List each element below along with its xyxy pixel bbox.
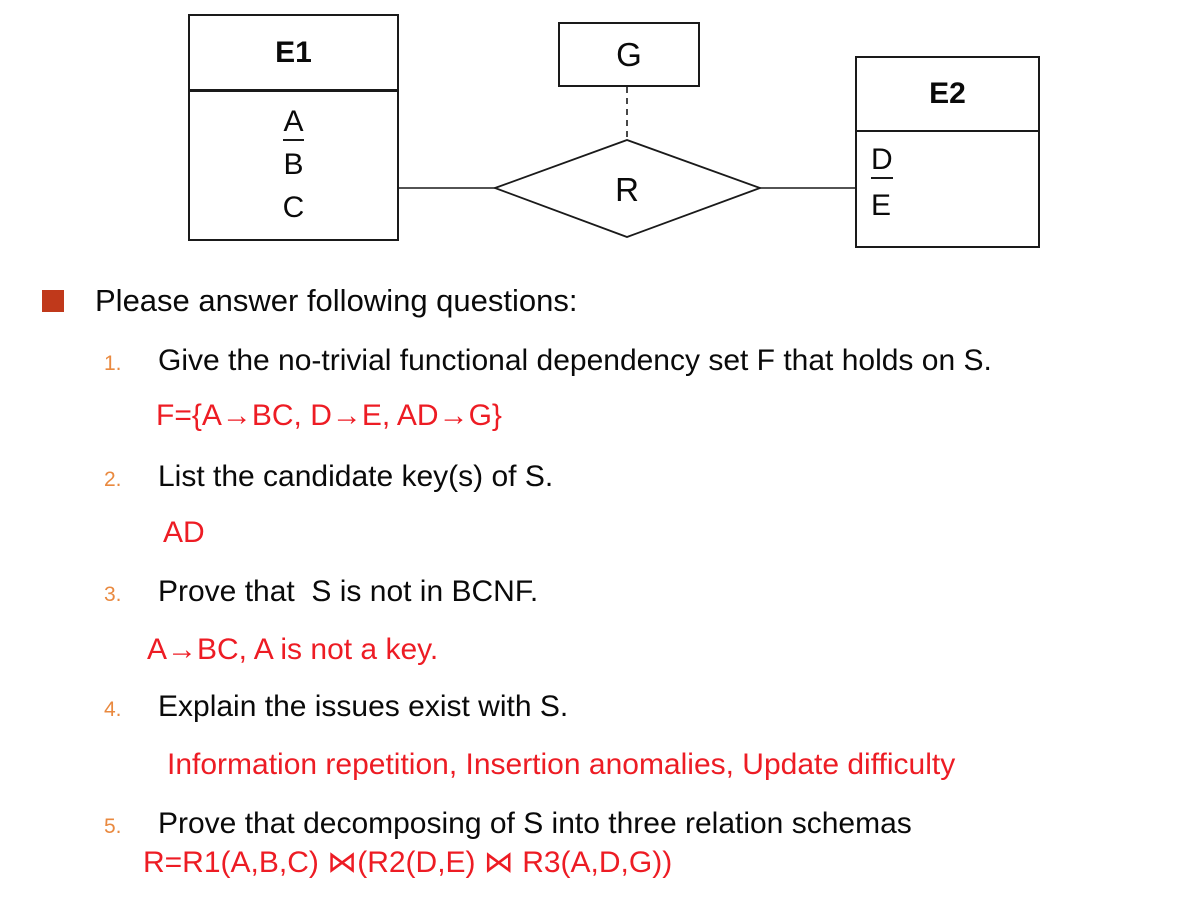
question-5-answer: R=R1(A,B,C) ⋈(R2(D,E) ⋈ R3(A,D,G)): [143, 846, 673, 879]
attribute-a: [190, 100, 397, 143]
question-4-answer: Information repetition, Insertion anomalies, Update difficulty: [167, 748, 956, 781]
question-1-number: 1.: [104, 352, 122, 375]
attribute-b: B: [283, 148, 304, 181]
question-2-text: List the candidate key(s) of S.: [158, 460, 554, 493]
relationship-r-label: R: [615, 171, 639, 208]
question-1-answer: F={A→BC, D→E, AD→G}: [156, 399, 502, 432]
question-3-text: Prove that S is not in BCNF.: [158, 575, 539, 608]
entity-e2-title: E2: [857, 58, 1038, 132]
attribute-d: [871, 137, 1038, 183]
entity-e2-attributes: [857, 132, 1038, 229]
question-5-text: Prove that decomposing of S into three relation schemas: [158, 807, 912, 840]
entity-e1: [188, 14, 399, 241]
question-2-number: 2.: [104, 468, 122, 491]
question-2-answer: AD: [163, 516, 205, 549]
question-3-number: 3.: [104, 583, 122, 606]
question-4-number: 4.: [104, 698, 122, 721]
question-1-text: Give the no-trivial functional dependency set F that holds on S.: [158, 344, 992, 377]
question-3-answer: A→BC, A is not a key.: [147, 633, 439, 666]
entity-e1-title: E1: [190, 16, 397, 92]
attribute-a-key-underline: A: [283, 106, 303, 141]
attribute-d-key-underline: D: [871, 144, 893, 179]
attribute-c: C: [282, 191, 305, 224]
entity-e1-attributes: [190, 92, 397, 229]
bullet-marker: [42, 290, 64, 312]
section-heading: Please answer following questions:: [95, 283, 578, 318]
entity-e2: [855, 56, 1040, 248]
attribute-e: E: [871, 189, 892, 222]
attribute-box-g: [558, 22, 700, 87]
question-4-text: Explain the issues exist with S.: [158, 690, 569, 723]
question-5-number: 5.: [104, 815, 122, 838]
attribute-g-label: G: [616, 35, 642, 73]
